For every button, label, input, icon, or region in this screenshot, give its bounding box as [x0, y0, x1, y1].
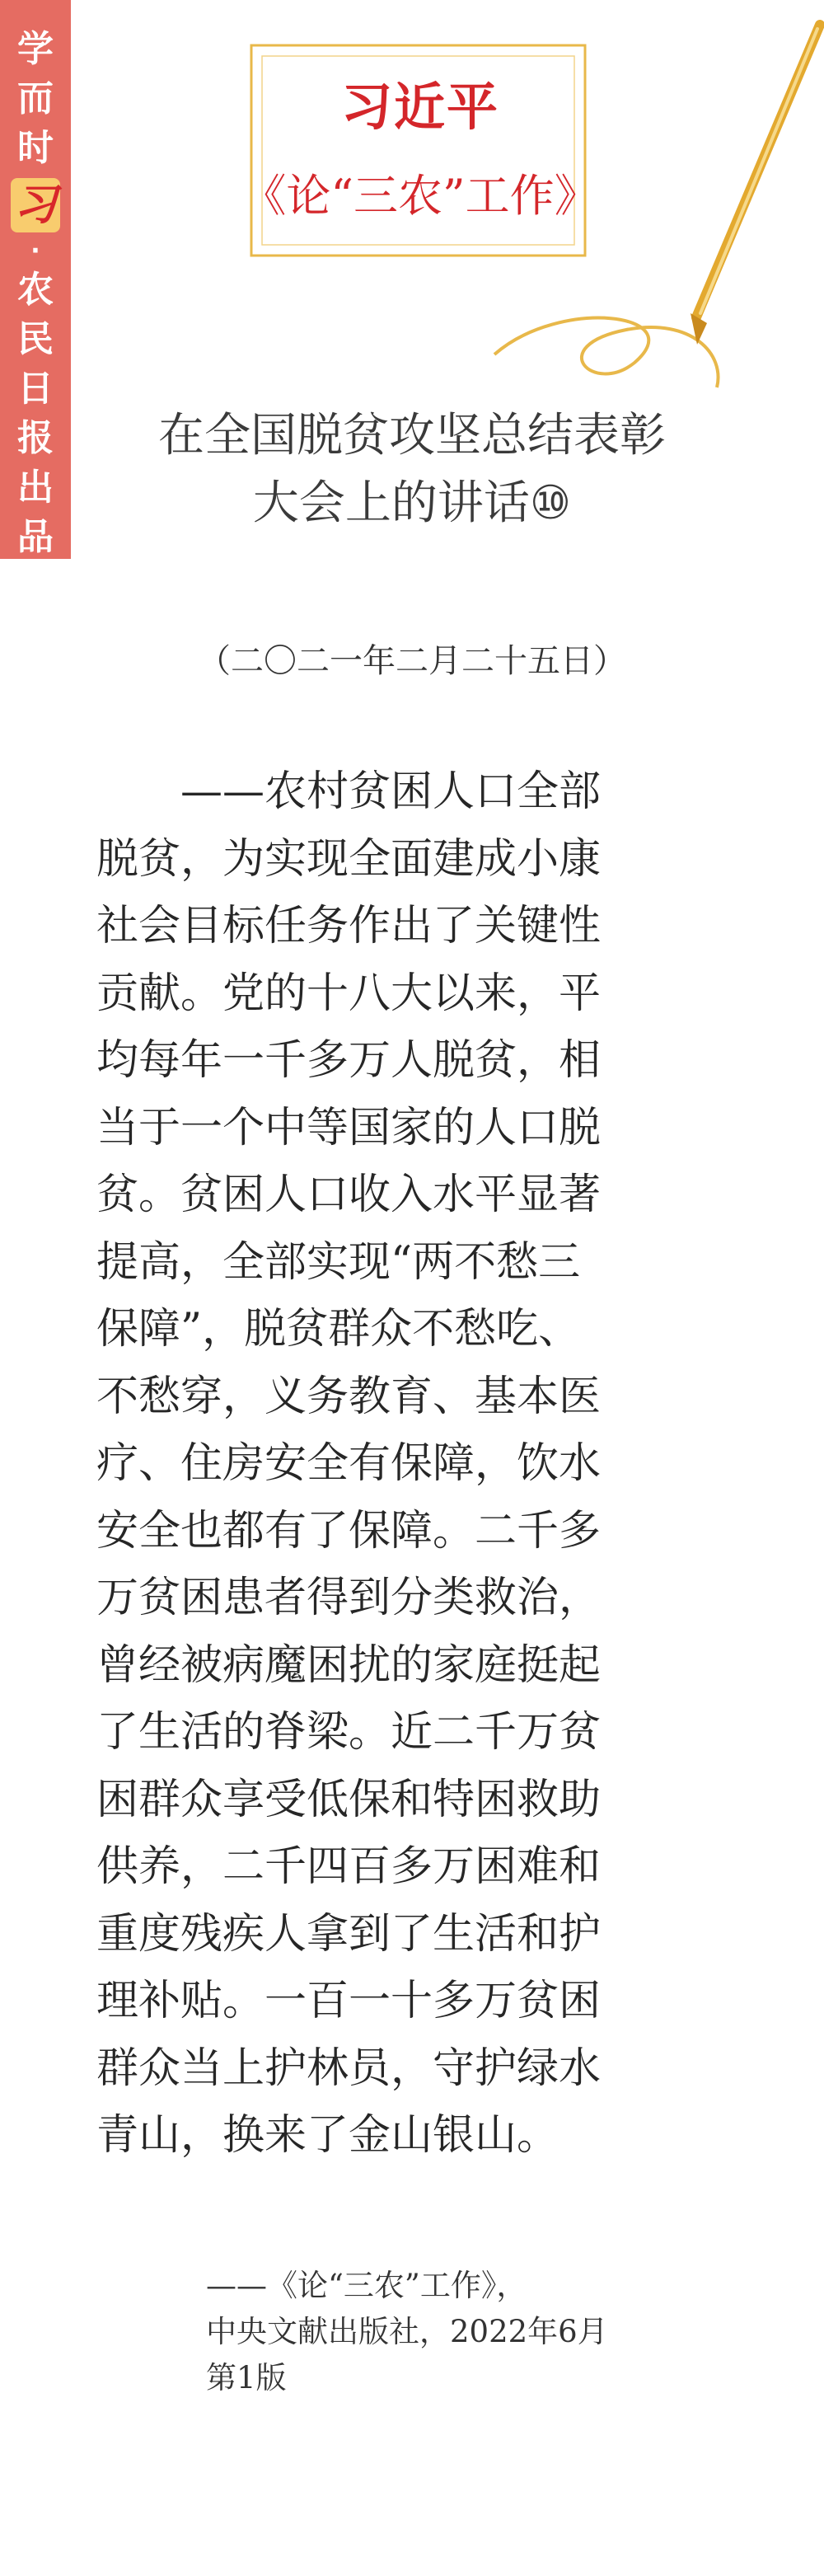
source-citation: [206, 2263, 783, 2401]
body-line: 社会目标任务作出了关键性: [96, 902, 602, 950]
body-line: 理补贴。一百一十多万贫困: [96, 1977, 602, 2025]
banner-highlight-char: 习: [11, 178, 60, 232]
body-line: 脱贫，为实现全面建成小康: [96, 834, 602, 884]
banner-char: 学: [17, 28, 54, 70]
body-line: 不愁穿，义务教育、基本医: [96, 1372, 602, 1421]
speech-title-line: 在全国脱贫攻坚总结表彰: [158, 409, 666, 462]
body-line: 了生活的脊梁。近二千万贫: [96, 1708, 602, 1757]
body-line: 供养，二千四百多万困难和: [96, 1842, 602, 1891]
body-line: 重度残疾人拿到了生活和护: [96, 1909, 602, 1959]
banner-separator: ·: [30, 237, 40, 265]
body-line: 均每年一千多万人脱贫，相: [96, 1036, 602, 1085]
body-line: 安全也都有了保障。二千多: [96, 1506, 602, 1555]
body-line: ——农村贫困人口全部: [96, 767, 602, 816]
banner-char: 日: [17, 368, 54, 410]
banner-char: 而: [17, 77, 54, 120]
speech-title-line: 大会上的讲话⑩: [252, 476, 572, 530]
source-line: 第1版: [206, 2360, 287, 2395]
body-line: 贡献。党的十八大以来，平: [96, 969, 602, 1018]
banner-char: 出: [17, 467, 54, 509]
speech-date: （二〇二一年二月二十五日）: [198, 642, 626, 680]
body-line: 青山，换来了金山银山。: [96, 2111, 559, 2160]
body-line: 万贫困患者得到分类救治，: [96, 1574, 602, 1622]
source-line: ——《论“三农”工作》，: [206, 2268, 527, 2303]
source-line: 中央文献出版社，2022年6月: [206, 2314, 608, 2349]
banner-char: 农: [17, 269, 54, 311]
body-line: 贫。贫困人口收入水平显著: [96, 1171, 602, 1219]
banner-char: 报: [17, 417, 54, 459]
banner-char: 民: [17, 318, 54, 360]
pen-icon: [691, 25, 820, 345]
body-line: 群众当上护林员，守护绿水: [96, 2043, 602, 2093]
body-line: 当于一个中等国家的人口脱: [96, 1103, 602, 1152]
body-line: 疗、住房安全有保障，饮水: [96, 1439, 602, 1488]
body-text: [96, 758, 731, 2170]
header-book-title: 《论“三农”工作》: [241, 170, 599, 222]
body-line: 保障”，脱贫群众不愁吃、: [96, 1305, 581, 1354]
gold-swirl: [494, 318, 719, 387]
banner-char: 品: [17, 516, 54, 558]
body-line: 困群众享受低保和特困救助: [96, 1775, 602, 1824]
header-author: 习近平: [340, 77, 499, 137]
body-line: 曾经被病魔困扰的家庭挺起: [96, 1640, 602, 1690]
speech-title: [82, 402, 742, 537]
banner-char: 时: [17, 127, 54, 169]
body-line: 提高，全部实现“两不愁三: [96, 1237, 581, 1287]
